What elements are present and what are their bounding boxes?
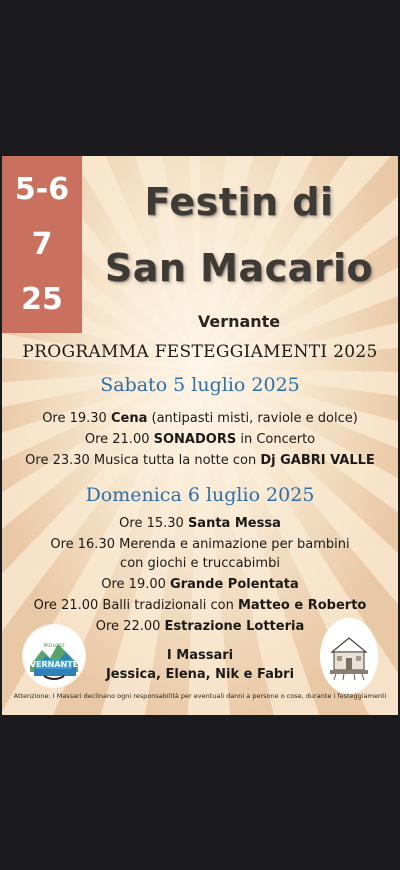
sunday-event-1: Ore 15.30 Santa Messa xyxy=(119,516,281,531)
organizers-title: I Massari xyxy=(166,648,234,663)
poster-title-line2: San Macario xyxy=(104,246,374,290)
date-days: 5-6 xyxy=(14,172,70,207)
saturday-event-3: Ore 23.30 Musica tutta la notte con Dj GABRI VALLE xyxy=(25,453,375,468)
date-year: 25 xyxy=(21,282,63,317)
svg-text:PRO LOCO: PRO LOCO xyxy=(43,643,65,648)
saturday-event-1: Ore 19.30 Cena (antipasti misti, raviole e dolce) xyxy=(42,411,358,426)
sunday-event-4: Ore 21.00 Balli tradizionali con Matteo e Roberto xyxy=(33,598,367,613)
sunday-event-2: Ore 16.30 Merenda e animazione per bambini xyxy=(50,537,350,552)
saturday-event-2: Ore 21.00 SONADORS in Concerto xyxy=(84,432,316,447)
organizers-names: Jessica, Elena, Nik e Fabri xyxy=(105,667,295,682)
saturday-heading: Sabato 5 luglio 2025 xyxy=(100,374,300,396)
program-title: PROGRAMMA FESTEGGIAMENTI 2025 xyxy=(22,342,378,362)
event-poster xyxy=(2,156,398,715)
sunday-event-3: Ore 19.00 Grande Polentata xyxy=(101,577,299,592)
date-month: 7 xyxy=(31,227,53,262)
church-icon xyxy=(320,618,378,694)
church-drawing xyxy=(320,618,378,694)
poster-title-line1: Festin di xyxy=(144,180,334,224)
date-box xyxy=(2,156,82,333)
sunday-event-5: Ore 22.00 Estrazione Lotteria xyxy=(95,619,305,634)
poster-place: Vernante xyxy=(197,312,281,331)
sunday-heading: Domenica 6 luglio 2025 xyxy=(85,484,315,506)
disclaimer-footer: Attenzione: I Massari declinano ogni responsabilità per eventuali danni a persone o cose, durante i festeggiamenti xyxy=(13,692,387,700)
svg-text:VERNANTE: VERNANTE xyxy=(29,660,79,669)
sunday-event-2-cont: con giochi e truccabimbi xyxy=(120,556,280,571)
